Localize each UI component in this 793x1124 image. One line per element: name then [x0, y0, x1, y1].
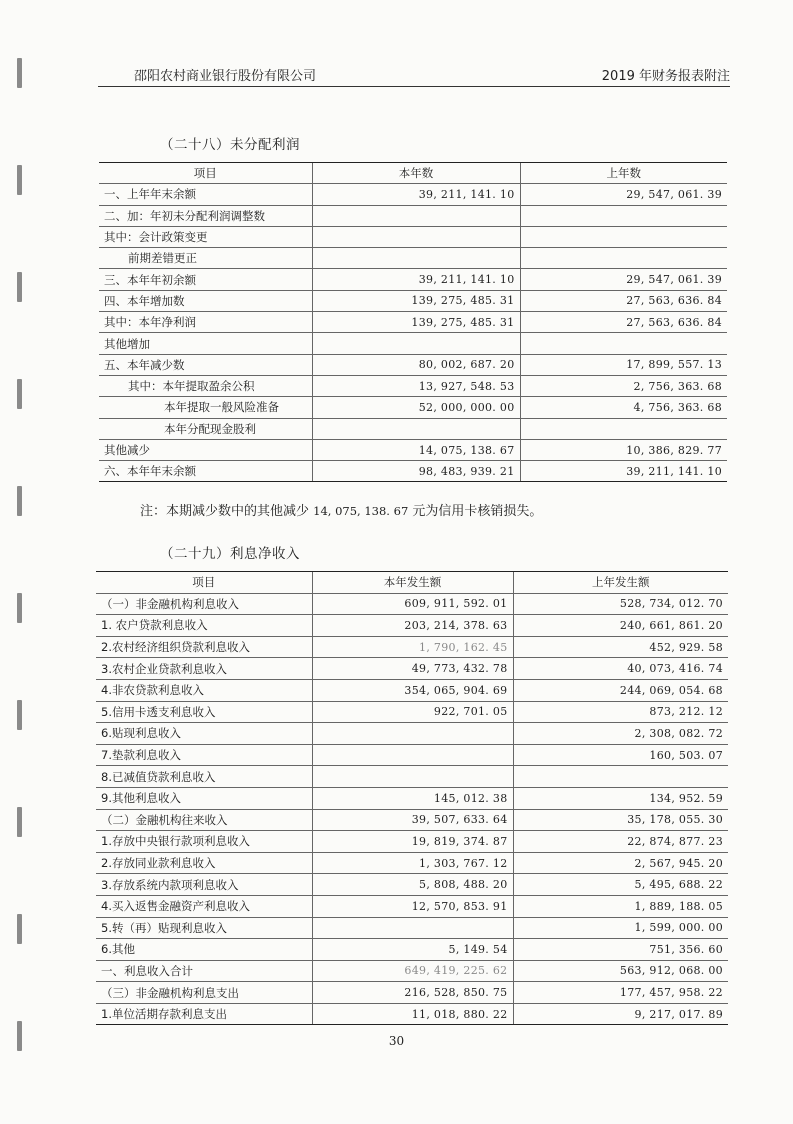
- row-label: 本年分配现金股利: [99, 418, 312, 439]
- table-row: [96, 723, 728, 745]
- table-row: [96, 895, 728, 917]
- current-value: 609, 911, 592. 01: [312, 593, 513, 615]
- current-value: 1, 790, 162. 45: [312, 636, 513, 658]
- prior-value: 5, 495, 688. 22: [513, 874, 728, 896]
- row-label: 一、上年年末余额: [99, 184, 312, 205]
- binder-mark: [17, 486, 22, 516]
- row-label: 1.单位活期存款利息支出: [96, 1003, 312, 1025]
- table-row: [99, 248, 727, 269]
- row-label: 本年提取一般风险准备: [99, 397, 312, 418]
- current-value: 139, 275, 485. 31: [312, 290, 520, 311]
- current-value: 922, 701. 05: [312, 701, 513, 723]
- row-label: 五、本年减少数: [99, 354, 312, 375]
- current-value: 11, 018, 880. 22: [312, 1003, 513, 1025]
- prior-value: 10, 386, 829. 77: [520, 439, 727, 460]
- prior-value: [520, 248, 727, 269]
- prior-value: 873, 212. 12: [513, 701, 728, 723]
- table-row: [99, 333, 727, 354]
- prior-value: 134, 952. 59: [513, 787, 728, 809]
- retained-earnings-table: [99, 162, 727, 482]
- table-row: [96, 658, 728, 680]
- prior-value: 2, 308, 082. 72: [513, 723, 728, 745]
- current-value: [312, 723, 513, 745]
- current-value: 52, 000, 000. 00: [312, 397, 520, 418]
- prior-value: 29, 547, 061. 39: [520, 184, 727, 205]
- current-value: 216, 528, 850. 75: [312, 982, 513, 1004]
- row-label: 6.其他: [96, 939, 312, 961]
- current-value: 39, 211, 141. 10: [312, 184, 520, 205]
- row-label: 三、本年年初余额: [99, 269, 312, 290]
- row-label: （三）非金融机构利息支出: [96, 982, 312, 1004]
- column-header: 上年发生额: [513, 572, 728, 594]
- current-value: [312, 205, 520, 226]
- row-label: 其中：本年净利润: [99, 312, 312, 333]
- table-row: [96, 787, 728, 809]
- row-label: 4.非农贷款利息收入: [96, 679, 312, 701]
- note-prefix: 注：本期减少数中的其他减少: [140, 504, 310, 519]
- prior-value: 27, 563, 636. 84: [520, 312, 727, 333]
- table-row: [96, 939, 728, 961]
- prior-value: 29, 547, 061. 39: [520, 269, 727, 290]
- prior-value: 751, 356. 60: [513, 939, 728, 961]
- row-label: 5.信用卡透支利息收入: [96, 701, 312, 723]
- prior-value: 1, 599, 000. 00: [513, 917, 728, 939]
- section-title-28: （二十八）未分配利润: [160, 137, 300, 153]
- column-header: 本年发生额: [312, 572, 513, 594]
- note-value: 14, 075, 138. 67: [313, 504, 409, 518]
- row-label: 四、本年增加数: [99, 290, 312, 311]
- table-header-row: [99, 163, 727, 184]
- page-number: 30: [388, 1034, 405, 1048]
- column-header: 项目: [99, 163, 312, 184]
- prior-value: 22, 874, 877. 23: [513, 831, 728, 853]
- table-row: [99, 461, 727, 482]
- prior-value: 563, 912, 068. 00: [513, 960, 728, 982]
- row-label: 其他增加: [99, 333, 312, 354]
- current-value: 354, 065, 904. 69: [312, 679, 513, 701]
- table-row: [96, 917, 728, 939]
- row-label: （一）非金融机构利息收入: [96, 593, 312, 615]
- table-row: [99, 184, 727, 205]
- prior-value: [520, 226, 727, 247]
- row-label: 其中：本年提取盈余公积: [99, 375, 312, 396]
- table-row: [96, 766, 728, 788]
- binder-mark: [17, 379, 22, 409]
- table-row: [96, 982, 728, 1004]
- table-row: [96, 701, 728, 723]
- page-header: [98, 62, 730, 87]
- column-header: 本年数: [312, 163, 520, 184]
- current-value: 98, 483, 939. 21: [312, 461, 520, 482]
- current-value: 19, 819, 374. 87: [312, 831, 513, 853]
- row-label: 其中：会计政策变更: [99, 226, 312, 247]
- current-value: 1, 303, 767. 12: [312, 852, 513, 874]
- current-value: [312, 418, 520, 439]
- table-row: [99, 312, 727, 333]
- row-label: （二）金融机构往来收入: [96, 809, 312, 831]
- current-value: 145, 012. 38: [312, 787, 513, 809]
- row-label: 一、利息收入合计: [96, 960, 312, 982]
- table-row: [96, 809, 728, 831]
- current-value: [312, 333, 520, 354]
- table-row: [96, 960, 728, 982]
- prior-value: [520, 205, 727, 226]
- prior-value: 39, 211, 141. 10: [520, 461, 727, 482]
- prior-value: [520, 333, 727, 354]
- prior-value: 244, 069, 054. 68: [513, 679, 728, 701]
- table-row: [96, 874, 728, 896]
- table-row: [99, 375, 727, 396]
- table-row: [96, 615, 728, 637]
- table-row: [99, 439, 727, 460]
- current-value: 39, 507, 633. 64: [312, 809, 513, 831]
- prior-value: [520, 418, 727, 439]
- current-value: 5, 149. 54: [312, 939, 513, 961]
- row-label: 二、加：年初未分配利润调整数: [99, 205, 312, 226]
- table-row: [96, 679, 728, 701]
- prior-value: 177, 457, 958. 22: [513, 982, 728, 1004]
- prior-value: 1, 889, 188. 05: [513, 895, 728, 917]
- prior-value: 2, 567, 945. 20: [513, 852, 728, 874]
- prior-value: 240, 661, 861. 20: [513, 615, 728, 637]
- current-value: 649, 419, 225. 62: [312, 960, 513, 982]
- binder-mark: [17, 272, 22, 302]
- row-label: 5.转（再）贴现利息收入: [96, 917, 312, 939]
- table-row: [96, 636, 728, 658]
- prior-value: 452, 929. 58: [513, 636, 728, 658]
- note: [140, 500, 542, 519]
- prior-value: 27, 563, 636. 84: [520, 290, 727, 311]
- table-row: [99, 397, 727, 418]
- row-label: 6.贴现利息收入: [96, 723, 312, 745]
- current-value: 80, 002, 687. 20: [312, 354, 520, 375]
- table-row: [96, 744, 728, 766]
- row-label: 8.已减值贷款利息收入: [96, 766, 312, 788]
- row-label: 7.垫款利息收入: [96, 744, 312, 766]
- prior-value: 35, 178, 055. 30: [513, 809, 728, 831]
- row-label: 4.买入返售金融资产利息收入: [96, 895, 312, 917]
- binder-mark: [17, 914, 22, 944]
- current-value: [312, 248, 520, 269]
- table-row: [99, 354, 727, 375]
- current-value: 203, 214, 378. 63: [312, 615, 513, 637]
- table-row: [96, 852, 728, 874]
- prior-value: 17, 899, 557. 13: [520, 354, 727, 375]
- current-value: [312, 766, 513, 788]
- net-interest-income-table: [96, 571, 728, 1025]
- prior-value: 528, 734, 012. 70: [513, 593, 728, 615]
- binder-mark: [17, 700, 22, 730]
- table-row: [96, 1003, 728, 1025]
- table-row: [99, 269, 727, 290]
- current-value: [312, 917, 513, 939]
- row-label: 前期差错更正: [99, 248, 312, 269]
- current-value: 14, 075, 138. 67: [312, 439, 520, 460]
- prior-value: 40, 073, 416. 74: [513, 658, 728, 680]
- table-row: [96, 593, 728, 615]
- table-row: [99, 418, 727, 439]
- row-label: 其他减少: [99, 439, 312, 460]
- binder-mark: [17, 165, 22, 195]
- note-suffix: 元为信用卡核销损失。: [412, 504, 543, 519]
- row-label: 3.存放系统内款项利息收入: [96, 874, 312, 896]
- row-label: 2.农村经济组织贷款利息收入: [96, 636, 312, 658]
- current-value: 12, 570, 853. 91: [312, 895, 513, 917]
- current-value: 5, 808, 488. 20: [312, 874, 513, 896]
- row-label: 1. 农户贷款利息收入: [96, 615, 312, 637]
- current-value: [312, 226, 520, 247]
- current-value: 49, 773, 432. 78: [312, 658, 513, 680]
- table-row: [99, 205, 727, 226]
- binder-mark: [17, 593, 22, 623]
- row-label: 六、本年年末余额: [99, 461, 312, 482]
- report-title: 2019 年财务报表附注: [601, 69, 730, 84]
- prior-value: 9, 217, 017. 89: [513, 1003, 728, 1025]
- table-row: [96, 831, 728, 853]
- row-label: 3.农村企业贷款利息收入: [96, 658, 312, 680]
- table-row: [99, 290, 727, 311]
- current-value: 39, 211, 141. 10: [312, 269, 520, 290]
- table-row: [99, 226, 727, 247]
- column-header: 上年数: [520, 163, 727, 184]
- column-header: 项目: [96, 572, 312, 594]
- current-value: [312, 744, 513, 766]
- row-label: 9.其他利息收入: [96, 787, 312, 809]
- row-label: 1.存放中央银行款项利息收入: [96, 831, 312, 853]
- company-name: 邵阳农村商业银行股份有限公司: [134, 69, 317, 84]
- current-value: 139, 275, 485. 31: [312, 312, 520, 333]
- row-label: 2.存放同业款利息收入: [96, 852, 312, 874]
- table-header-row: [96, 572, 728, 594]
- section-title-29: （二十九）利息净收入: [160, 546, 300, 562]
- current-value: 13, 927, 548. 53: [312, 375, 520, 396]
- binder-mark: [17, 58, 22, 88]
- prior-value: 2, 756, 363. 68: [520, 375, 727, 396]
- binder-mark: [17, 807, 22, 837]
- prior-value: 160, 503. 07: [513, 744, 728, 766]
- prior-value: 4, 756, 363. 68: [520, 397, 727, 418]
- prior-value: [513, 766, 728, 788]
